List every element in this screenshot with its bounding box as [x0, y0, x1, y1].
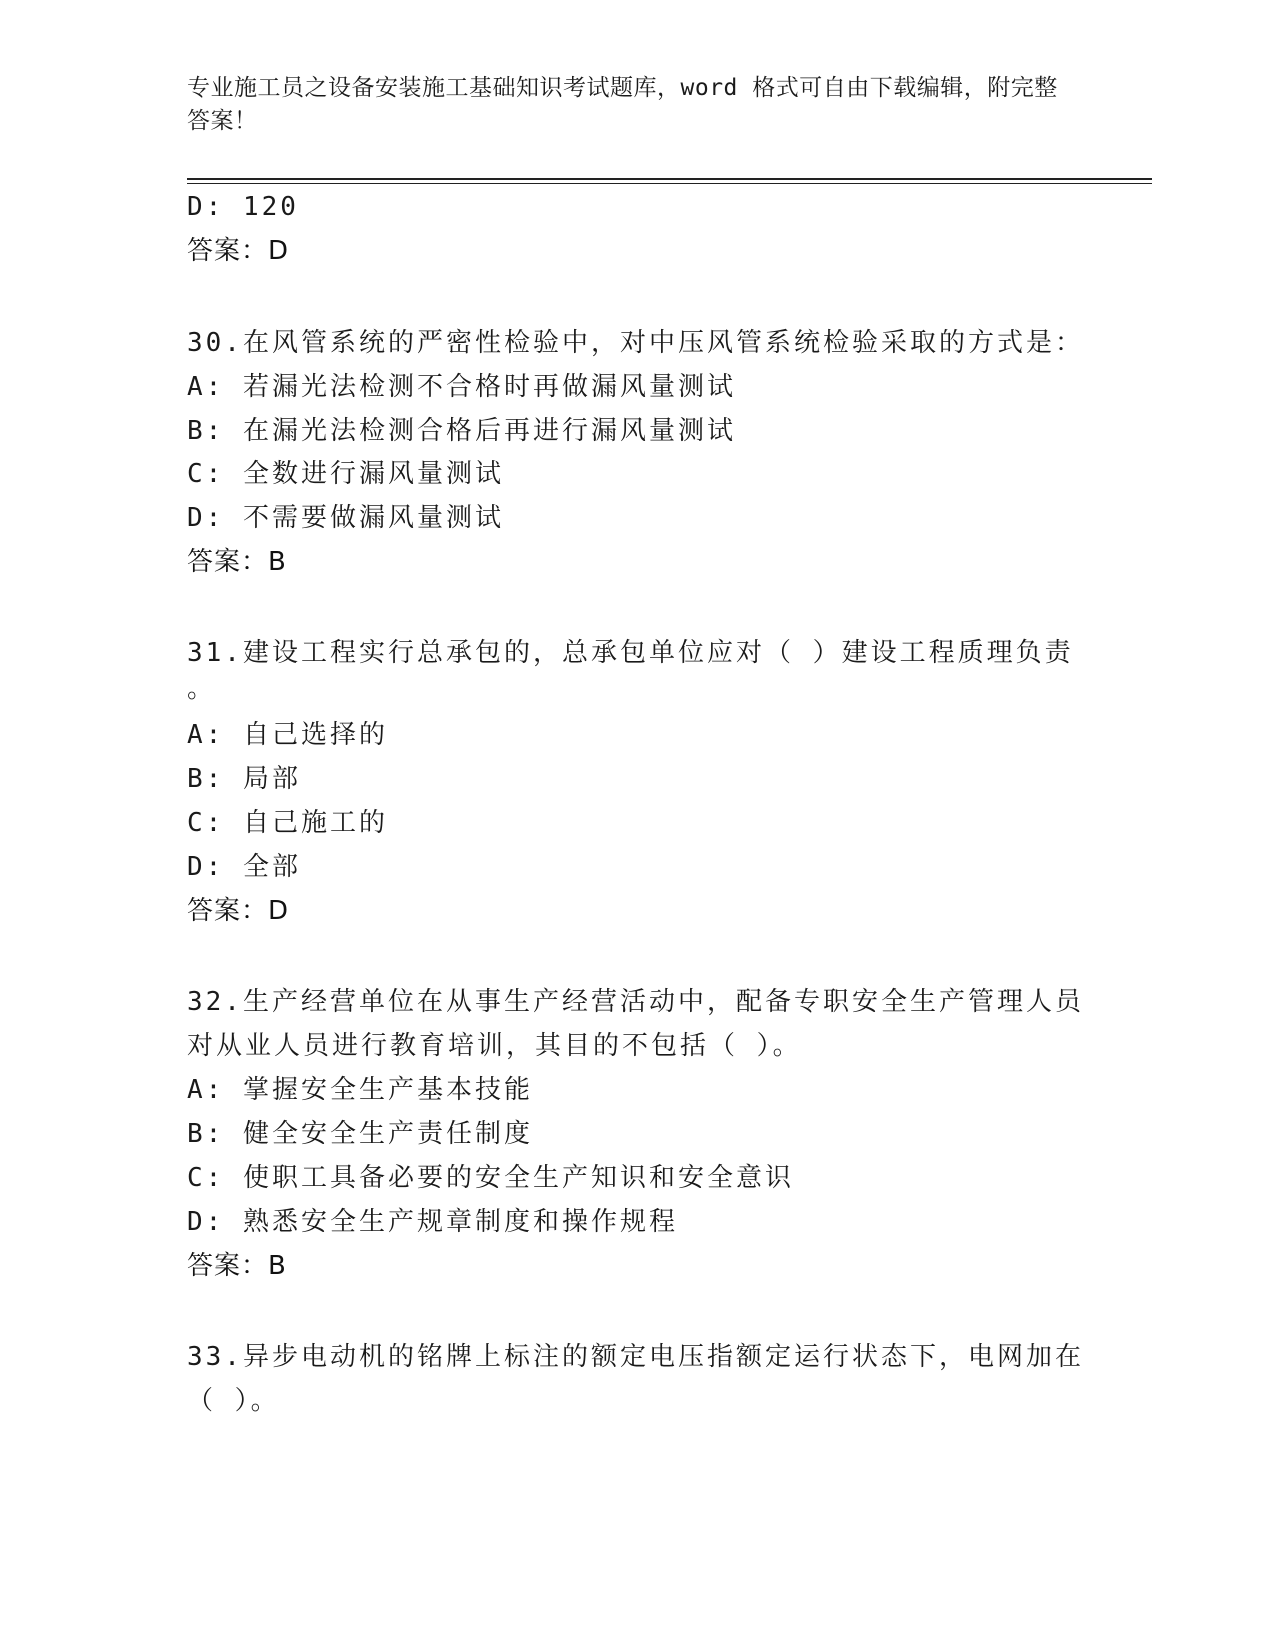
q32-answer: 答案：B [187, 1251, 287, 1281]
q30-option-d: D: 不需要做漏风量测试 [187, 503, 504, 533]
header-divider-thick [187, 178, 1152, 180]
q32-question-line2: 对从业人员进行教育培训，其目的不包括（ ）。 [187, 1031, 802, 1061]
q32-option-c: C: 使职工具备必要的安全生产知识和安全意识 [187, 1163, 794, 1193]
q30-question: 30.在风管系统的严密性检验中，对中压风管系统检验采取的方式是： [187, 328, 1084, 358]
q32-question-line1: 32.生产经营单位在从事生产经营活动中，配备专职安全生产管理人员 [187, 987, 1084, 1017]
q31-option-a: A: 自己选择的 [187, 720, 388, 750]
q29-option-d: D: 120 [187, 192, 299, 222]
q31-question-line2: 。 [187, 674, 217, 704]
q32-option-d: D: 熟悉安全生产规章制度和操作规程 [187, 1207, 678, 1237]
q31-option-c: C: 自己施工的 [187, 808, 388, 838]
document-header-title: 专业施工员之设备安装施工基础知识考试题库，word 格式可自由下载编辑，附完整答案！ [187, 75, 1058, 134]
q33-question-line1: 33.异步电动机的铭牌上标注的额定电压指额定运行状态下，电网加在 [187, 1342, 1084, 1372]
q31-question-line1: 31.建设工程实行总承包的，总承包单位应对（ ）建设工程质理负责 [187, 638, 1074, 668]
q31-option-b: B: 局部 [187, 764, 301, 794]
header-divider-thin [187, 183, 1152, 184]
q31-answer: 答案：D [187, 896, 290, 926]
q32-option-b: B: 健全安全生产责任制度 [187, 1119, 533, 1149]
q31-option-d: D: 全部 [187, 852, 301, 882]
q33-question-line2: （ ）。 [187, 1386, 280, 1416]
q32-option-a: A: 掌握安全生产基本技能 [187, 1075, 533, 1105]
q30-option-c: C: 全数进行漏风量测试 [187, 459, 504, 489]
q29-answer: 答案：D [187, 236, 290, 266]
q30-option-a: A: 若漏光法检测不合格时再做漏风量测试 [187, 372, 736, 402]
q30-option-b: B: 在漏光法检测合格后再进行漏风量测试 [187, 416, 736, 446]
q30-answer: 答案：B [187, 547, 287, 577]
